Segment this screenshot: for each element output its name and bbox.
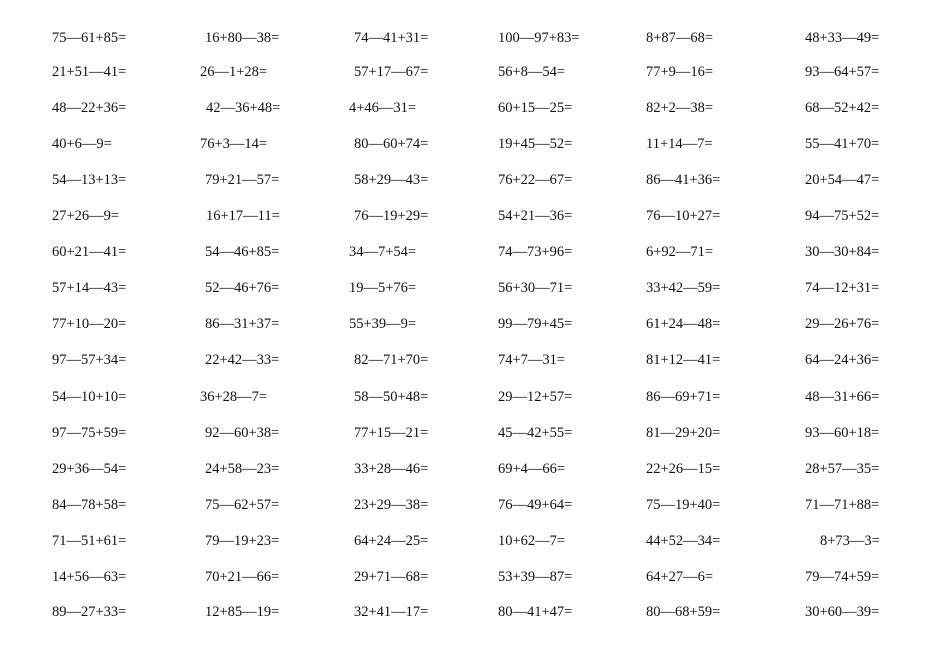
math-problem: 23+29—38= xyxy=(354,497,429,513)
math-problem: 28+57—35= xyxy=(805,461,880,477)
math-problem: 74—41+31= xyxy=(354,30,429,46)
math-problem: 79—19+23= xyxy=(205,533,280,549)
problem-row xyxy=(0,385,950,409)
math-problem: 29—26+76= xyxy=(805,316,880,332)
math-problem: 75—61+85= xyxy=(52,30,127,46)
math-problem: 71—71+88= xyxy=(805,497,880,513)
math-problem: 55—41+70= xyxy=(805,136,880,152)
problem-row xyxy=(0,96,950,120)
math-problem: 57+17—67= xyxy=(354,64,429,80)
problem-row xyxy=(0,457,950,481)
problem-row xyxy=(0,493,950,517)
math-problem: 94—75+52= xyxy=(805,208,880,224)
math-problem: 40+6—9= xyxy=(52,136,112,152)
math-problem: 8+73—3= xyxy=(820,533,880,549)
math-problem: 58—50+48= xyxy=(354,389,429,405)
math-problem: 82—71+70= xyxy=(354,352,429,368)
math-problem: 69+4—66= xyxy=(498,461,566,477)
math-problem: 70+21—66= xyxy=(205,569,280,585)
math-problem: 44+52—34= xyxy=(646,533,721,549)
math-problem: 97—57+34= xyxy=(52,352,127,368)
math-problem: 24+58—23= xyxy=(205,461,280,477)
math-problem: 80—60+74= xyxy=(354,136,429,152)
problem-row xyxy=(0,132,950,156)
math-problem: 12+85—19= xyxy=(205,604,280,620)
math-problem: 86—41+36= xyxy=(646,172,721,188)
problem-row xyxy=(0,348,950,372)
math-problem: 77+10—20= xyxy=(52,316,127,332)
problem-row xyxy=(0,312,950,336)
math-problem: 48—22+36= xyxy=(52,100,127,116)
math-problem: 36+28—7= xyxy=(200,389,268,405)
math-problem: 16+80—38= xyxy=(205,30,280,46)
math-problem: 93—64+57= xyxy=(805,64,880,80)
problem-row xyxy=(0,26,950,50)
math-problem: 8+87—68= xyxy=(646,30,714,46)
math-problem: 19+45—52= xyxy=(498,136,573,152)
math-problem: 27+26—9= xyxy=(52,208,120,224)
math-problem: 10+62—7= xyxy=(498,533,566,549)
math-problem: 77+9—16= xyxy=(646,64,714,80)
math-problem: 54+21—36= xyxy=(498,208,573,224)
math-problem: 74—12+31= xyxy=(805,280,880,296)
math-problem: 56+8—54= xyxy=(498,64,566,80)
math-problem: 86—31+37= xyxy=(205,316,280,332)
math-problem: 100—97+83= xyxy=(498,30,580,46)
problem-row xyxy=(0,60,950,84)
math-problem: 74—73+96= xyxy=(498,244,573,260)
math-problem: 54—46+85= xyxy=(205,244,280,260)
problem-row xyxy=(0,240,950,264)
math-problem: 82+2—38= xyxy=(646,100,714,116)
math-problem: 76—19+29= xyxy=(354,208,429,224)
math-problem: 6+92—71= xyxy=(646,244,714,260)
math-problem: 89—27+33= xyxy=(52,604,127,620)
problem-row xyxy=(0,276,950,300)
math-problem: 4+46—31= xyxy=(349,100,417,116)
math-problem: 33+42—59= xyxy=(646,280,721,296)
math-problem: 77+15—21= xyxy=(354,425,429,441)
math-problem: 64+27—6= xyxy=(646,569,714,585)
math-problem: 75—19+40= xyxy=(646,497,721,513)
math-problem: 20+54—47= xyxy=(805,172,880,188)
math-problem: 22+26—15= xyxy=(646,461,721,477)
math-problem: 29+71—68= xyxy=(354,569,429,585)
problem-row xyxy=(0,421,950,445)
math-problem: 54—10+10= xyxy=(52,389,127,405)
math-problem: 29+36—54= xyxy=(52,461,127,477)
math-problem: 19—5+76= xyxy=(349,280,417,296)
math-problem: 93—60+18= xyxy=(805,425,880,441)
math-problem: 80—68+59= xyxy=(646,604,721,620)
math-problem: 29—12+57= xyxy=(498,389,573,405)
math-problem: 75—62+57= xyxy=(205,497,280,513)
math-problem: 56+30—71= xyxy=(498,280,573,296)
math-problem: 64—24+36= xyxy=(805,352,880,368)
math-problem: 97—75+59= xyxy=(52,425,127,441)
math-problem: 30+60—39= xyxy=(805,604,880,620)
math-problem: 11+14—7= xyxy=(646,136,713,152)
math-problem: 79+21—57= xyxy=(205,172,280,188)
math-problem: 76—49+64= xyxy=(498,497,573,513)
math-problem: 81+12—41= xyxy=(646,352,721,368)
math-problem: 71—51+61= xyxy=(52,533,127,549)
math-problem: 76+22—67= xyxy=(498,172,573,188)
math-problem: 57+14—43= xyxy=(52,280,127,296)
math-problem: 55+39—9= xyxy=(349,316,417,332)
math-problem: 53+39—87= xyxy=(498,569,573,585)
problem-row xyxy=(0,168,950,192)
math-problem: 81—29+20= xyxy=(646,425,721,441)
math-problem: 61+24—48= xyxy=(646,316,721,332)
math-problem: 76—10+27= xyxy=(646,208,721,224)
math-problem: 64+24—25= xyxy=(354,533,429,549)
math-problem: 99—79+45= xyxy=(498,316,573,332)
math-problem: 26—1+28= xyxy=(200,64,268,80)
math-problem: 42—36+48= xyxy=(206,100,281,116)
math-problem: 86—69+71= xyxy=(646,389,721,405)
math-problem: 80—41+47= xyxy=(498,604,573,620)
problem-row xyxy=(0,600,950,624)
math-problem: 22+42—33= xyxy=(205,352,280,368)
math-problem: 16+17—11= xyxy=(206,208,280,224)
math-problem: 32+41—17= xyxy=(354,604,429,620)
math-problem: 84—78+58= xyxy=(52,497,127,513)
math-problem: 60+21—41= xyxy=(52,244,127,260)
problem-row xyxy=(0,204,950,228)
math-problem: 52—46+76= xyxy=(205,280,280,296)
math-problem: 58+29—43= xyxy=(354,172,429,188)
math-problem: 48—31+66= xyxy=(805,389,880,405)
problem-row xyxy=(0,565,950,589)
math-problem: 34—7+54= xyxy=(349,244,417,260)
math-problem: 54—13+13= xyxy=(52,172,127,188)
math-problem: 21+51—41= xyxy=(52,64,127,80)
math-problem: 79—74+59= xyxy=(805,569,880,585)
math-problem: 76+3—14= xyxy=(200,136,268,152)
math-problem: 48+33—49= xyxy=(805,30,880,46)
math-problem: 60+15—25= xyxy=(498,100,573,116)
problem-row xyxy=(0,529,950,553)
math-problem: 45—42+55= xyxy=(498,425,573,441)
math-problem: 74+7—31= xyxy=(498,352,566,368)
math-problem: 30—30+84= xyxy=(805,244,880,260)
math-problem: 92—60+38= xyxy=(205,425,280,441)
math-problem: 33+28—46= xyxy=(354,461,429,477)
math-problem: 14+56—63= xyxy=(52,569,127,585)
math-problem: 68—52+42= xyxy=(805,100,880,116)
